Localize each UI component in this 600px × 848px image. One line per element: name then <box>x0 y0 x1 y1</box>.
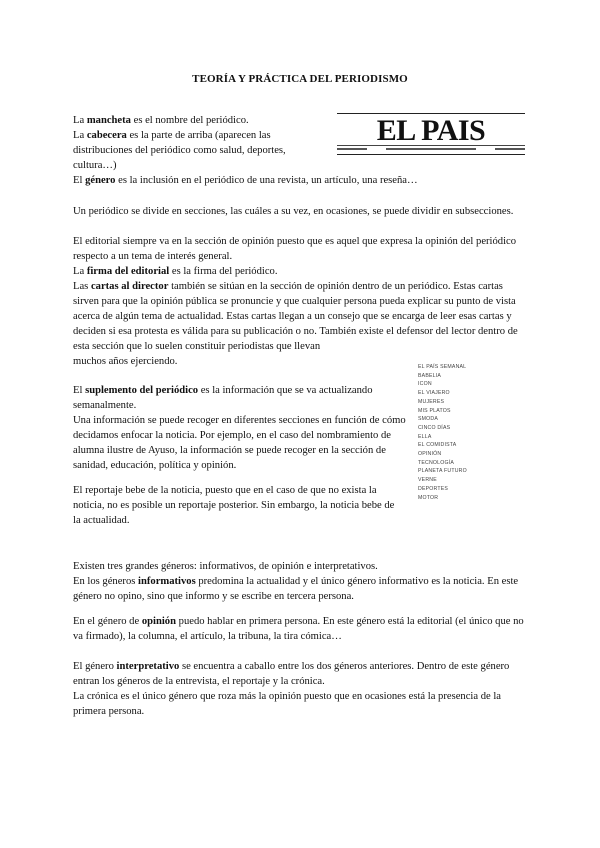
paragraph-interpretativo: El género interpretativo se encuentra a caballo entre los dos géneros anteriores. Dentro de este género entran los géneros de la entrevista, el reportaje y la crónica. <box>73 661 510 687</box>
section-list-item: DEPORTES <box>418 485 449 492</box>
paragraph-enfoque-noticia: Una información se puede recoger en diferentes secciones en función de cómo decidamos enfocar la noticia. Por ejemplo, en el caso del nombramiento de alumna ilustre de Ayuso, la información se puede recoger en la sección de sanidad, educación, política y opinión. <box>73 415 406 471</box>
paragraph-tres-generos: Existen tres grandes géneros: informativos, de opinión e interpretativos. <box>73 561 378 572</box>
term-mancheta: mancheta <box>86 115 131 126</box>
section-list-item: VERNE <box>418 477 437 484</box>
section-list-item: PLANETA FUTURO <box>418 468 467 475</box>
section-list-item: MIS PLATOS <box>418 407 451 414</box>
term-cartas-director: cartas al director <box>90 281 169 292</box>
definition-genero: El género es la inclusión en el periódico de una revista, un artículo, una reseña… <box>73 175 418 186</box>
section-list-item: EL COMIDISTA <box>418 442 457 449</box>
sections-list-image <box>418 363 538 502</box>
section-list-item: TECNOLOGÍA <box>418 459 455 466</box>
definition-mancheta: La mancheta es el nombre del periódico. <box>73 115 249 126</box>
term-interpretativo: interpretativo <box>116 661 180 672</box>
paragraph-cartas-director: Las cartas al director también se sitúan en la sección de opinión dentro de un periódico. Estas cartas sirven para que la opinión pública se pronuncie y que cualquier persona pueda explicar su punto de vista acerca de algún tema de actualidad. Estas cartas llegan a un consejo que se encarga de leer esas cartas y deciden si esa protesta es válida para su publicación o no. También existe el defensor del lector dentro de esta sección que lo suelen constituir periodistas que llevan <box>73 281 518 352</box>
section-list-item: MUJERES <box>418 398 445 405</box>
paragraph-cronica: La crónica es el único género que roza más la opinión puesto que en ocasiones está la presencia de la primera persona. <box>73 691 501 717</box>
term-genero: género <box>85 175 116 186</box>
section-list-item: CINCO DÍAS <box>418 424 451 431</box>
term-opinion: opinión <box>141 616 176 627</box>
paragraph-cartas-end: muchos años ejerciendo. <box>73 356 178 367</box>
paragraph-reportaje: El reportaje bebe de la noticia, puesto que en el caso de que no exista la noticia, no es posible un reportaje posterior. Sin embargo, la noticia bebe de la actualidad. <box>73 485 395 526</box>
section-list-item: ELLA <box>418 433 432 440</box>
paragraph-suplemento: El suplemento del periódico es la información que se va actualizando semanalmente. <box>73 385 373 411</box>
term-informativos: informativos <box>138 576 196 587</box>
masthead-subline <box>337 145 525 152</box>
paragraph-editorial: El editorial siempre va en la sección de opinión puesto que es aquel que expresa la opinión del periódico respecto a un tema de interés general. <box>73 236 517 262</box>
definition-cabecera: La cabecera es la parte de arriba (aparecen las distribuciones del periódico como salud, deportes, cultura…) <box>73 130 286 171</box>
term-cabecera: cabecera <box>86 130 127 141</box>
section-list-item: EL PAÍS SEMANAL <box>418 364 467 370</box>
section-list-item: EL VIAJERO <box>418 390 450 397</box>
paragraph-informativos: En los géneros informativos predomina la actualidad y el único género informativo es la noticia. En este género no opino, sino que informo y se escribe en tercera persona. <box>73 576 519 602</box>
el-pais-masthead <box>337 113 525 155</box>
paragraph-firma-editorial: La firma del editorial es la firma del periódico. <box>73 266 278 277</box>
section-list-item: ICON <box>418 381 432 388</box>
section-list-item: SMODA <box>418 416 439 423</box>
paragraph-opinion: En el género de opinión puedo hablar en primera persona. En este género está la editorial (el único que no va firmado), la columna, el artículo, la tribuna, la tira cómica… <box>73 616 524 642</box>
document-title: TEORÍA Y PRÁCTICA DEL PERIODISMO <box>192 73 408 85</box>
term-firma-editorial: firma del editorial <box>86 266 170 277</box>
term-suplemento: suplemento del periódico <box>85 385 199 396</box>
section-list-item: BABELIA <box>418 372 442 379</box>
section-list-item: OPINIÓN <box>418 451 442 458</box>
paragraph-secciones: Un periódico se divide en secciones, las cuáles a su vez, en ocasiones, se puede dividir en subsecciones. <box>73 206 514 217</box>
masthead-logo: EL PAIS <box>376 114 486 147</box>
section-list-item: MOTOR <box>418 494 439 501</box>
